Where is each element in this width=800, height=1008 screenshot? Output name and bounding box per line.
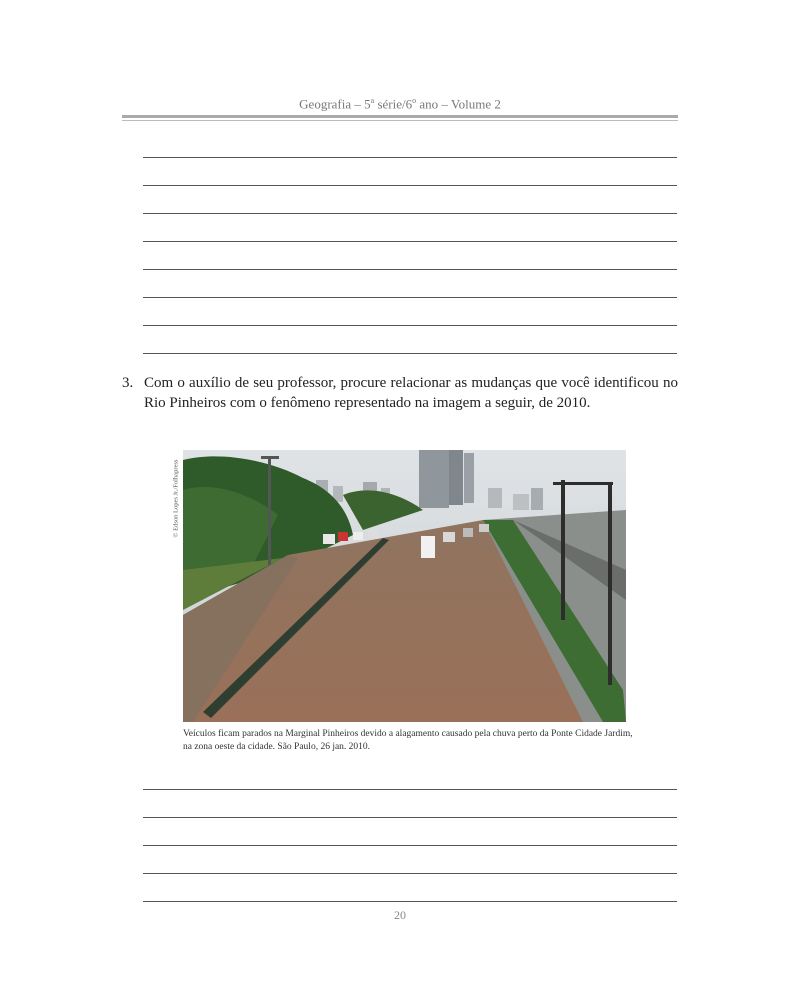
answer-line[interactable] xyxy=(143,873,677,874)
photo-credit xyxy=(171,450,181,550)
flood-photo-illustration xyxy=(183,450,626,722)
answer-line[interactable] xyxy=(143,845,677,846)
header-subject: Geografia xyxy=(299,96,352,112)
answer-line[interactable] xyxy=(143,213,677,214)
answer-line[interactable] xyxy=(143,269,677,270)
answer-line[interactable] xyxy=(143,901,677,902)
answer-line[interactable] xyxy=(143,157,677,158)
question-number: 3. xyxy=(122,375,134,391)
header-year-word: ano – Volume 2 xyxy=(419,96,501,112)
header-series: 5 xyxy=(364,96,371,112)
flood-photo xyxy=(183,450,626,722)
running-header: Geografia – 5$^a$ série/6$^o$ ano – Volume 2 xyxy=(299,96,501,112)
header-series-sup: a xyxy=(370,96,375,105)
header-rule-thick xyxy=(122,115,678,118)
header-series-word: série/6 xyxy=(377,96,413,112)
photo-credit-text: © Edson Lopes Jr./Folhapress xyxy=(172,459,180,538)
question-3 xyxy=(122,373,678,413)
answer-line[interactable] xyxy=(143,325,677,326)
answer-line[interactable] xyxy=(143,789,677,790)
answer-line[interactable] xyxy=(143,353,677,354)
header-rule-thin xyxy=(122,120,678,121)
answer-line[interactable] xyxy=(143,817,677,818)
header-year-sup: o xyxy=(412,96,417,105)
page-number: 20 xyxy=(394,908,406,922)
answer-line[interactable] xyxy=(143,241,677,242)
photo-caption: Veículos ficam parados na Marginal Pinheiros devido a alagamento causado pela chuva perto da Ponte Cidade Jardim, na zona oeste da cidade. São Paulo, 26 jan. 2010. xyxy=(183,729,633,752)
question-text: Com o auxílio de seu professor, procure relacionar as mudanças que você identificou no Rio Pinheiros com o fenômeno representado na imagem a seguir, de 2010. xyxy=(144,375,678,411)
answer-line[interactable] xyxy=(143,297,677,298)
answer-line[interactable] xyxy=(143,185,677,186)
